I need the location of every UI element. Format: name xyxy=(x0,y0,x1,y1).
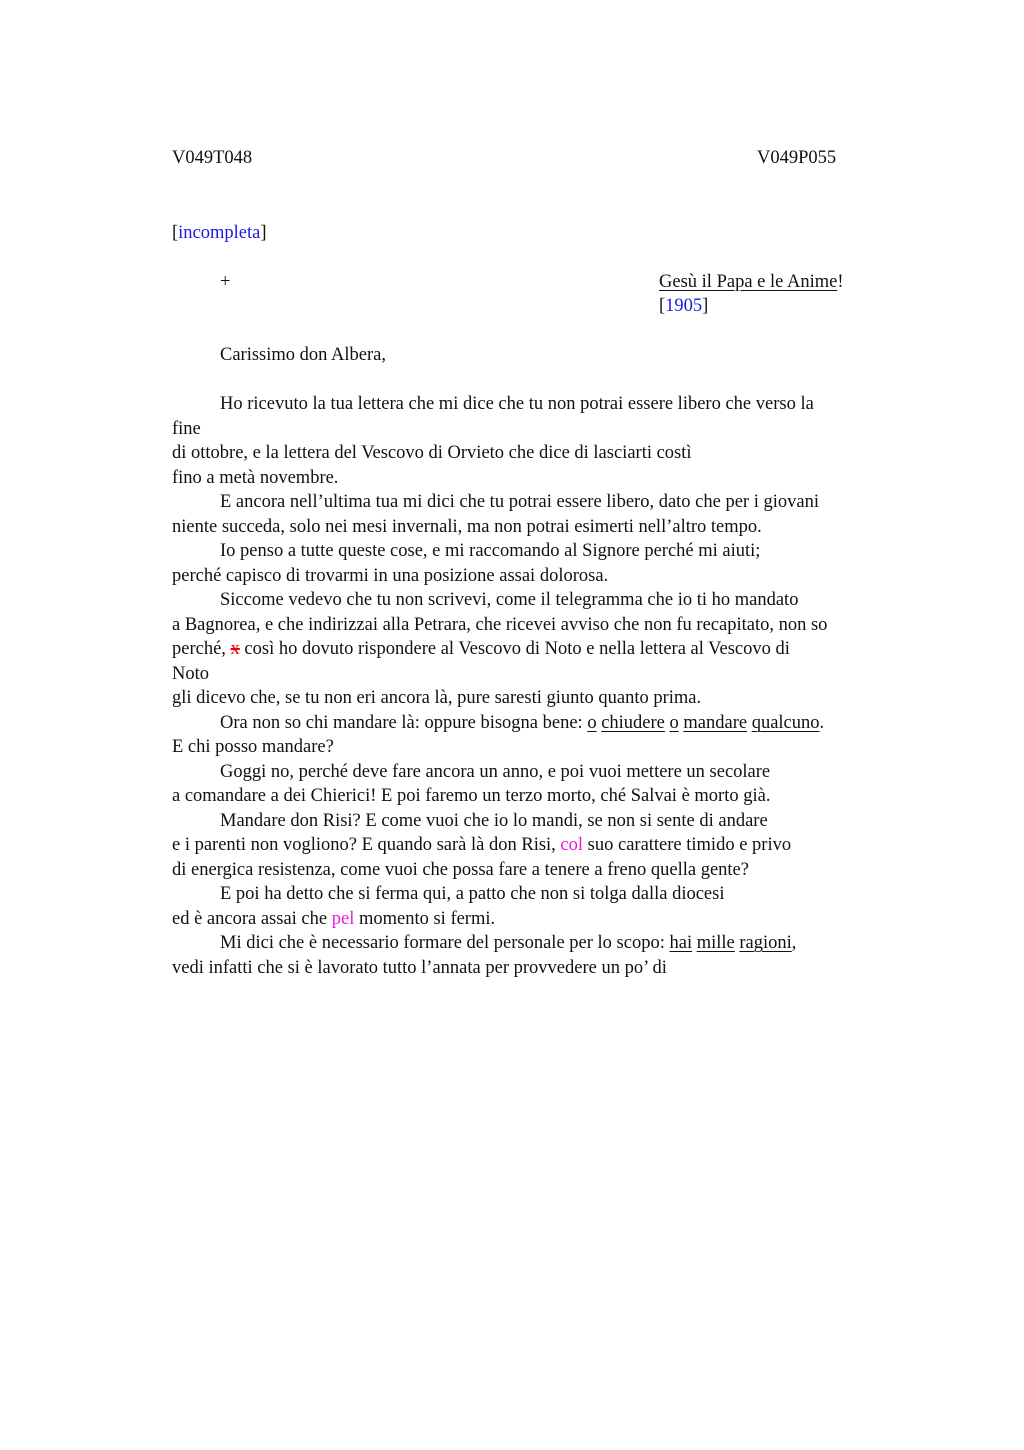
text-line: a Bagnorea, e che indirizzai alla Petrara, che ricevei avviso che non fu recapitato, non so xyxy=(172,614,828,635)
text-line: vedi infatti che si è lavorato tutto l’annata per provvedere un po’ di xyxy=(172,957,667,978)
text-fragment: suo carattere timido e privo xyxy=(587,835,792,855)
text-line: Noto xyxy=(172,663,209,684)
underlined-word: chiudere xyxy=(601,712,665,733)
text-fragment: perché, xyxy=(172,639,226,659)
invocation-word: Gesù xyxy=(659,272,698,292)
text-line: fine xyxy=(172,418,201,439)
text-line: fino a metà novembre. xyxy=(172,467,339,488)
invocation-word: il xyxy=(701,272,712,292)
incomplete-label: incompleta xyxy=(178,223,261,243)
text-fragment: , xyxy=(791,933,797,953)
document-code-left: V049T048 xyxy=(172,148,253,168)
text-fragment: ed è ancora assai che xyxy=(172,908,328,929)
text-line: a comandare a dei Chierici! E poi faremo un terzo morto, ché Salvai è morto già. xyxy=(172,786,771,806)
salutation: Carissimo don Albera, xyxy=(220,345,386,365)
text-fragment: e i parenti non vogliono? E quando sarà là don Risi, xyxy=(172,835,556,855)
text-fragment: Mi dici che è necessario formare del personale per lo scopo: xyxy=(220,933,665,953)
text-fragment: momento si fermi. xyxy=(358,908,496,929)
exclamation: ! xyxy=(837,272,844,292)
text-line: gli dicevo che, se tu non eri ancora là, pure saresti giunto quanto prima. xyxy=(172,688,702,708)
letter-date xyxy=(659,294,708,318)
text-line: E poi ha detto che si ferma qui, a patto che non si tolga dalla diocesi xyxy=(220,884,725,904)
underlined-word: ragioni xyxy=(739,933,792,953)
correction-word: col xyxy=(560,835,584,855)
invocation-word: Papa xyxy=(716,272,753,292)
text-fragment: Ora non so chi mandare là: oppure bisogna bene: xyxy=(220,712,583,733)
invocation-word: le xyxy=(770,272,784,292)
letter-body xyxy=(172,392,912,980)
text-line: di ottobre, e la lettera del Vescovo di Orvieto che dice di lasciarti costì xyxy=(172,443,692,463)
underlined-word: mille xyxy=(696,933,735,953)
text-fragment: così ho dovuto rispondere al Vescovo di Noto e nella lettera al Vescovo di xyxy=(244,639,790,659)
invocation-word: Anime xyxy=(786,272,838,292)
bracket: ] xyxy=(702,296,709,316)
text-line: E chi posso mandare? xyxy=(172,737,334,757)
text-line xyxy=(172,931,912,956)
text-line xyxy=(172,833,912,858)
text-line: niente succeda, solo nei mesi invernali, ma non potrai esimerti nell’altro tempo. xyxy=(172,516,762,537)
bracket: [ xyxy=(659,296,666,316)
incomplete-note xyxy=(172,221,267,245)
text-fragment: . xyxy=(819,712,825,733)
date-year: 1905 xyxy=(665,296,703,316)
bracket: ] xyxy=(260,223,267,243)
deleted-mark: x xyxy=(230,639,240,659)
invocation-heading xyxy=(659,270,844,294)
text-line xyxy=(172,711,912,736)
underlined-word: mandare xyxy=(683,712,748,733)
text-line: E ancora nell’ultima tua mi dici che tu potrai essere libero, dato che per i giovani xyxy=(220,492,819,512)
text-line: Goggi no, perché deve fare ancora un anno, e poi vuoi mettere un secolare xyxy=(220,761,771,782)
text-line: perché capisco di trovarmi in una posizione assai dolorosa. xyxy=(172,565,609,586)
invocation-word: e xyxy=(757,272,766,292)
bracket: [ xyxy=(172,223,179,243)
text-line: Mandare don Risi? E come vuoi che io lo mandi, se non si sente di andare xyxy=(220,810,768,831)
text-line: Io penso a tutte queste cose, e mi raccomando al Signore perché mi aiuti; xyxy=(220,541,761,561)
text-line xyxy=(172,907,912,932)
text-line xyxy=(172,637,912,662)
document-code-right: V049P055 xyxy=(757,148,837,168)
underlined-word: qualcuno xyxy=(751,712,820,733)
underlined-word: hai xyxy=(669,933,693,953)
correction-word: pel xyxy=(331,908,355,929)
text-line: Ho ricevuto la tua lettera che mi dice che tu non potrai essere libero che verso la xyxy=(220,394,814,414)
underlined-word: o xyxy=(587,712,597,733)
underlined-word: o xyxy=(669,712,679,733)
text-line: Siccome vedevo che tu non scrivevi, come il telegramma che io ti ho mandato xyxy=(220,590,799,610)
cross-symbol: + xyxy=(220,272,231,292)
text-line: di energica resistenza, come vuoi che possa fare a tenere a freno quella gente? xyxy=(172,859,749,880)
